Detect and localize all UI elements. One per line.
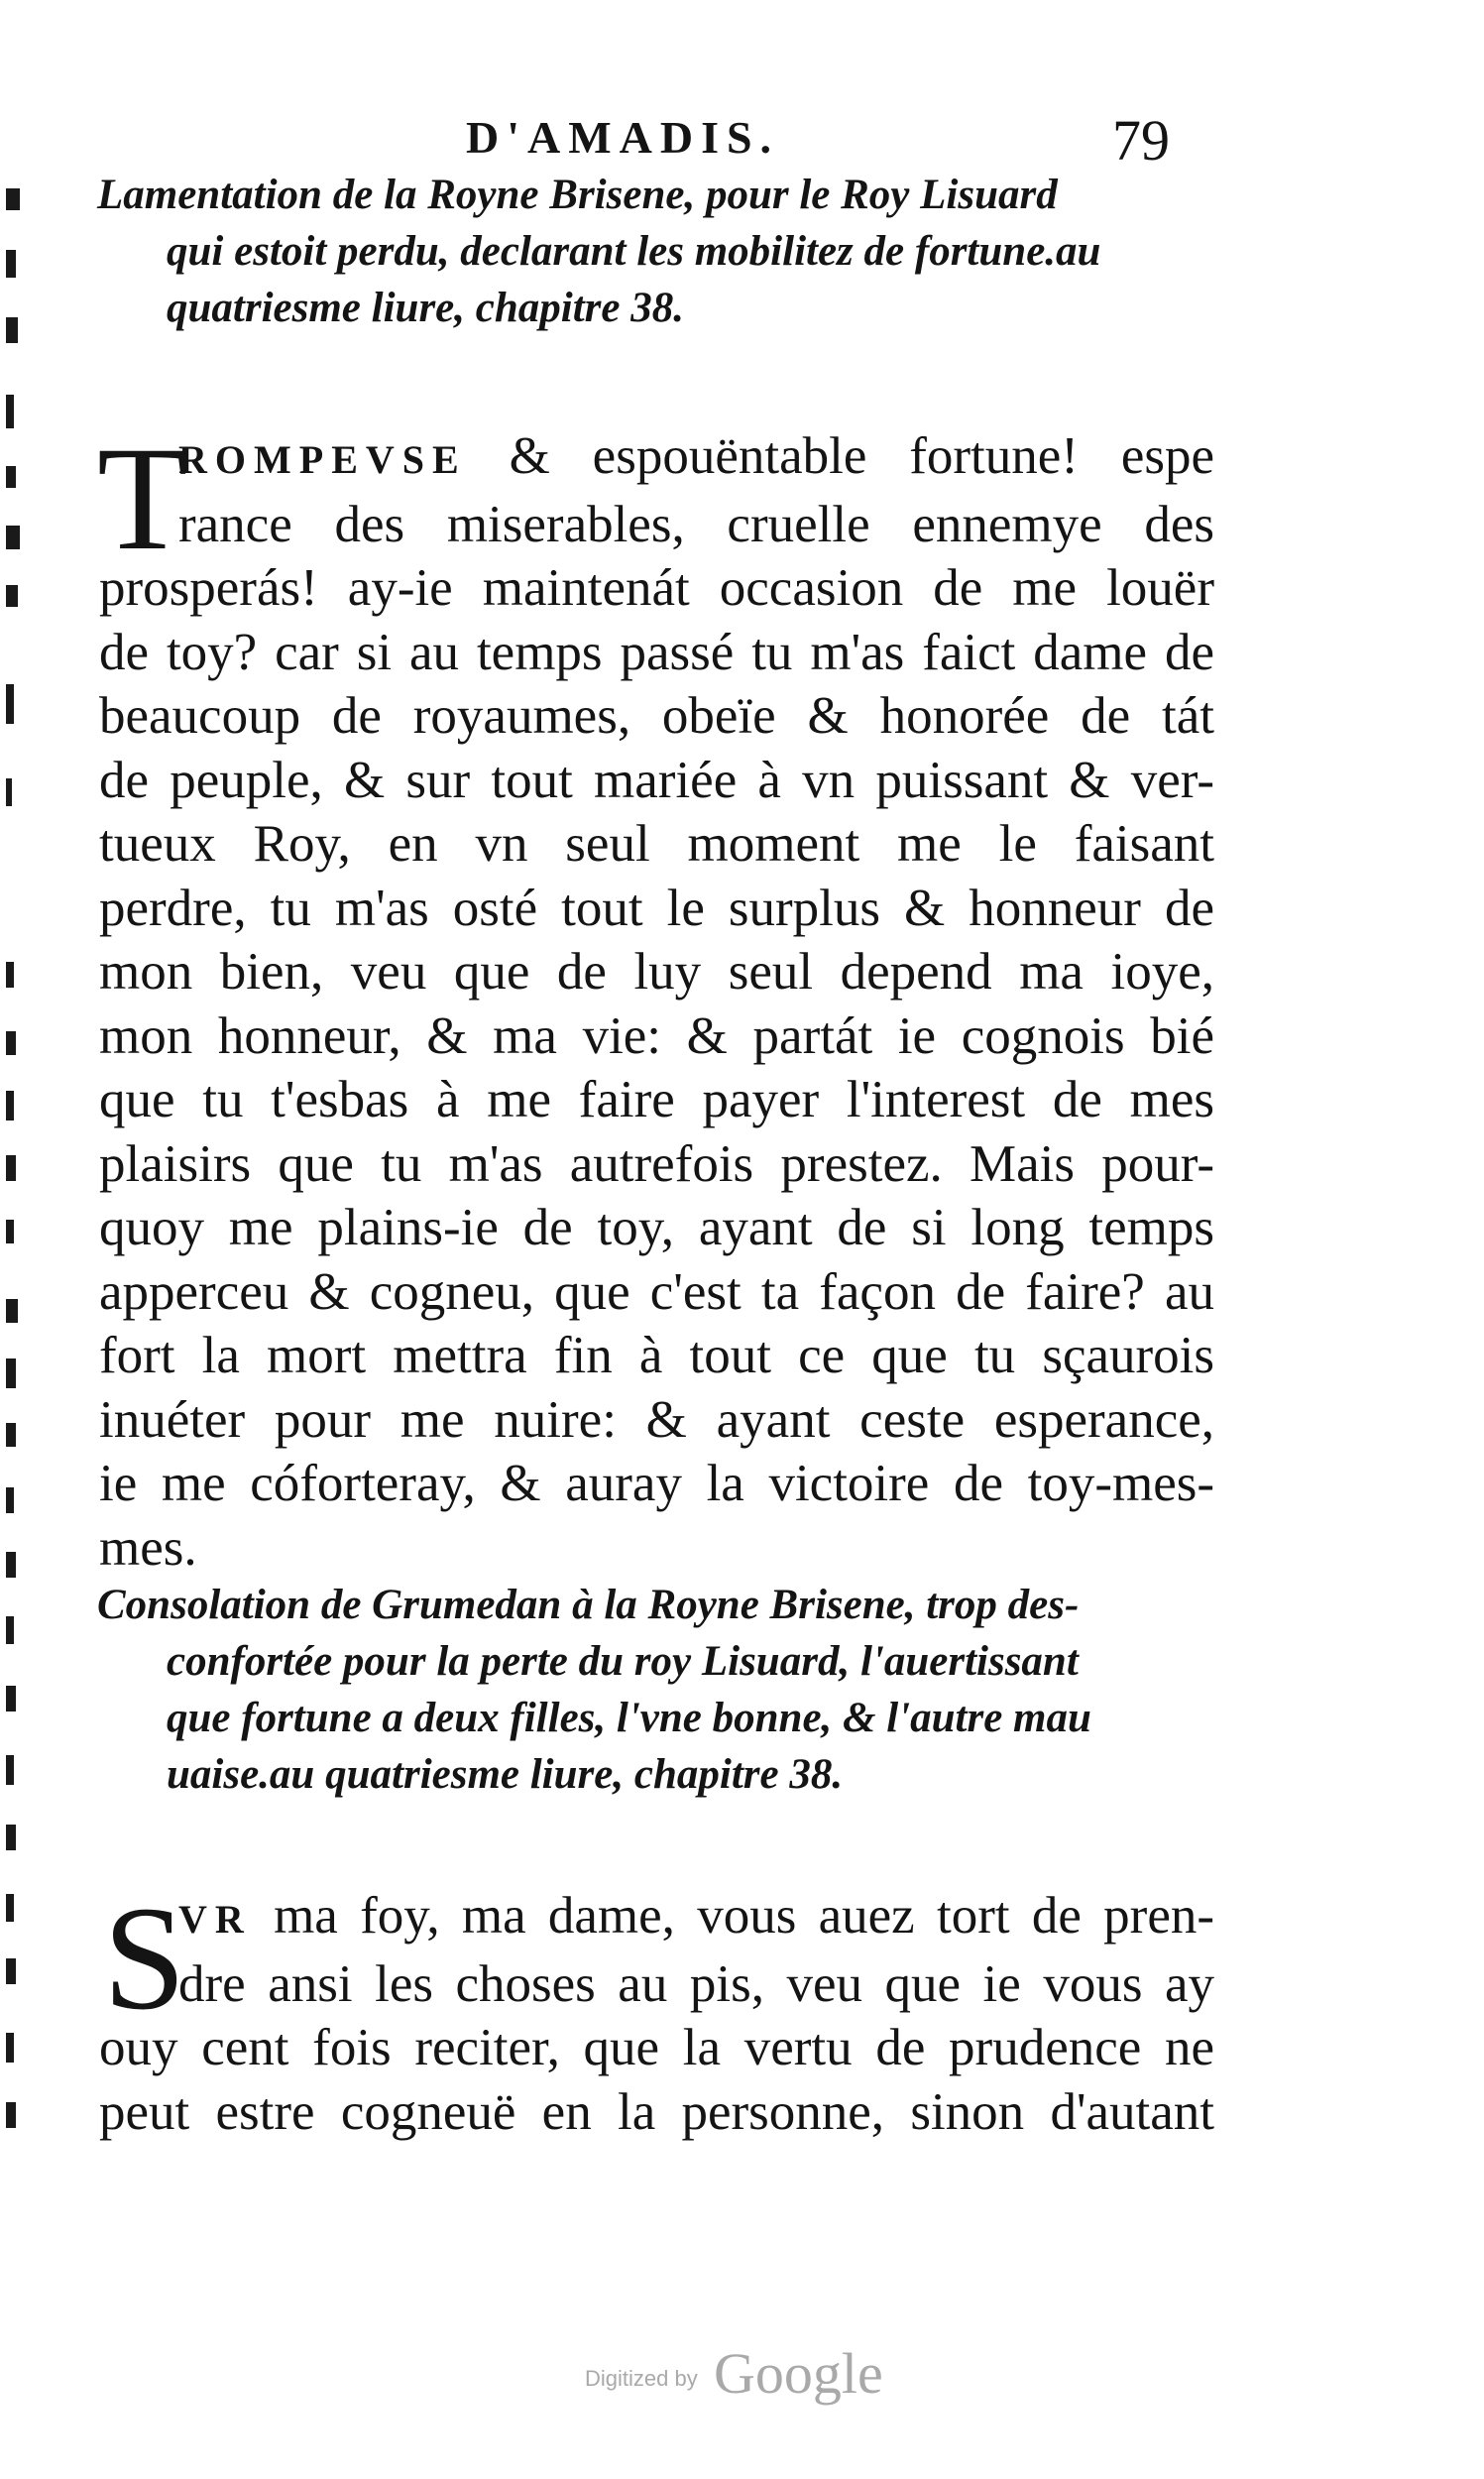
text-line-rest: & espouëntable fortune! espe <box>466 427 1214 485</box>
text-line: apperceu & cogneu, que c'est ta façon de faire? au <box>99 1262 1214 1321</box>
text-line: mes. <box>99 1518 197 1577</box>
chapter-heading-lamentation <box>97 167 1207 336</box>
text-line <box>99 424 1214 493</box>
text-line: plaisirs que tu m'as autrefois prestez. Mais pour- <box>99 1134 1214 1193</box>
heading-line: Lamentation de la Royne Brisene, pour le Roy Lisuard <box>97 172 1058 218</box>
text-line: perdre, tu m'as osté tout le surplus & honneur de <box>99 879 1214 937</box>
text-line: beaucoup de royaumes, obeïe & honorée de tát <box>99 687 1214 745</box>
text-line: ie me cóforteray, & auray la victoire de toy-mes- <box>99 1455 1214 1512</box>
text-line: rance des miserables, cruelle ennemye des <box>178 495 1214 553</box>
text-line: mon bien, veu que de luy seul depend ma ioye, <box>99 943 1214 1001</box>
chapter-body-consolation <box>99 1876 1214 2144</box>
text-line: prosperás! ay-ie maintenát occasion de me louër <box>99 559 1214 617</box>
text-line: inuéter pour me nuire: & ayant ceste esperance, <box>99 1390 1214 1449</box>
text-line: de toy? car si au temps passé tu m'as faict dame de <box>99 623 1214 681</box>
text-line: fort la mort mettra fin à tout ce que tu sçaurois <box>99 1327 1214 1384</box>
heading-line: que fortune a deux filles, l'vne bonne, & l'autre mau <box>167 1695 1091 1741</box>
text-line: ouy cent fois reciter, que la vertu de prudence ne <box>99 2019 1214 2076</box>
watermark-prefix: Digitized by <box>585 2366 698 2391</box>
digitization-watermark <box>585 2340 912 2406</box>
facing-page-bleed <box>0 169 59 2132</box>
text-line: dre ansi les choses au pis, veu que ie vous ay <box>178 1954 1214 2013</box>
chapter-body-lamentation <box>97 416 1214 1580</box>
text-line: tueux Roy, en vn seul moment me le faisant <box>99 815 1214 873</box>
heading-line: quatriesme liure, chapitre 38. <box>167 285 684 331</box>
text-line: de peuple, & sur tout mariée à vn puissant & ver- <box>99 751 1214 809</box>
watermark-brand: Google <box>714 2341 883 2406</box>
running-head: D'AMADIS. <box>466 112 780 163</box>
text-line: que tu t'esbas à me faire payer l'interest de mes <box>99 1071 1214 1128</box>
heading-line: qui estoit perdu, declarant les mobilitez de fortune.au <box>167 228 1101 275</box>
drop-cap: S <box>103 1876 186 2041</box>
heading-line: confortée pour la perte du roy Lisuard, l'auertissant <box>167 1638 1079 1685</box>
text-line <box>99 1884 1214 1952</box>
text-line: mon honneur, & ma vie: & partát ie cognois bié <box>99 1006 1214 1065</box>
text-line: peut estre cogneuë en la personne, sinon d'autant <box>99 2082 1214 2141</box>
page-number: 79 <box>1112 108 1170 173</box>
heading-line: Consolation de Grumedan à la Royne Brisene, trop des- <box>97 1582 1080 1628</box>
small-caps-word: ROMPEVSE <box>178 437 467 482</box>
text-line-rest: ma foy, ma dame, vous auez tort de pren- <box>251 1887 1214 1945</box>
small-caps-word: VR <box>178 1897 252 1942</box>
text-line: quoy me plains-ie de toy, ayant de si long temps <box>99 1199 1214 1256</box>
chapter-heading-consolation <box>97 1577 1207 1803</box>
heading-line: uaise.au quatriesme liure, chapitre 38. <box>167 1751 844 1798</box>
drop-cap: T <box>97 416 188 581</box>
